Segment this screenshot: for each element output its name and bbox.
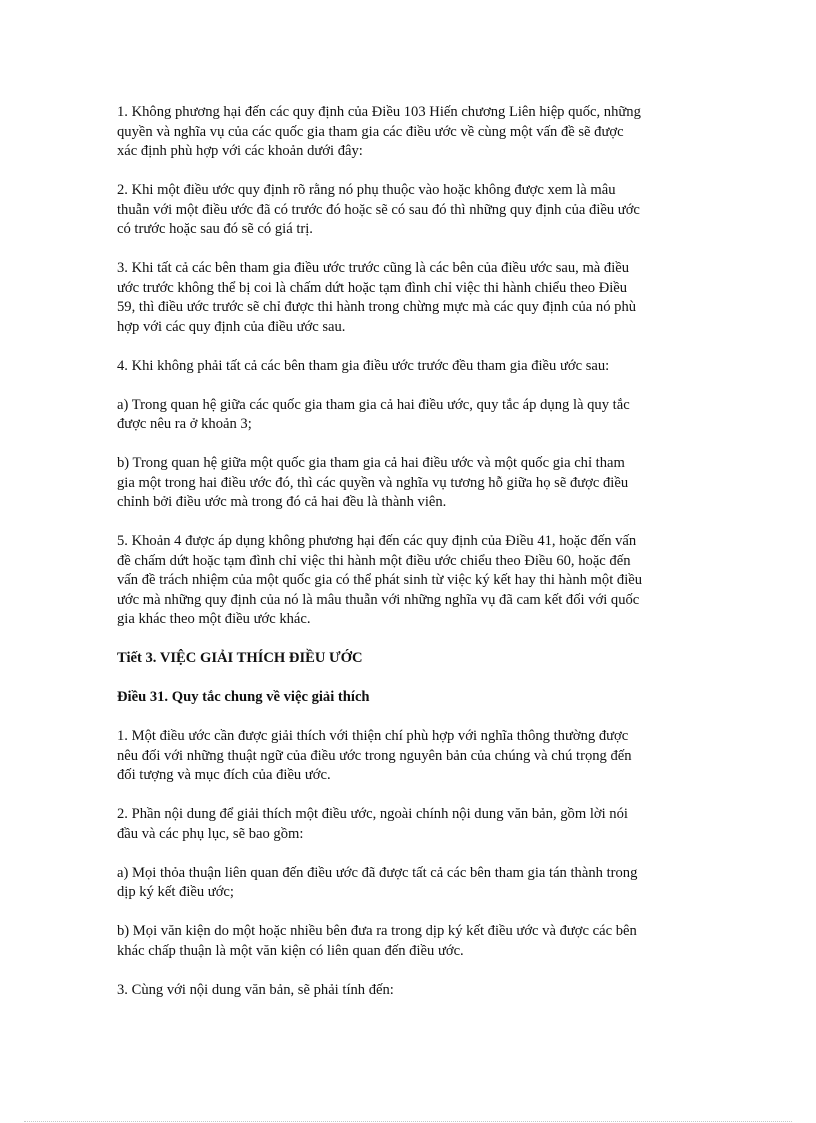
- page-bottom-divider: [24, 1121, 792, 1122]
- paragraph-4a: a) Trong quan hệ giữa các quốc gia tham gia cả hai điều ước, quy tắc áp dụng là quy tắc được nêu ra ở khoản 3;: [117, 396, 630, 432]
- article-heading: Điều 31. Quy tắc chung về việc giải thích: [117, 689, 370, 705]
- document-page: [117, 103, 697, 1020]
- paragraph-1: 1. Không phương hại đến các quy định của Điều 103 Hiến chương Liên hiệp quốc, những quyền và nghĩa vụ của các quốc gia tham gia các điều ước về cùng một vấn đề sẽ được xác định phù hợp với các khoản dưới đây:: [117, 104, 641, 159]
- paragraph-31-2a: a) Mọi thỏa thuận liên quan đến điều ước đã được tất cả các bên tham gia tán thành trong dịp ký kết điều ước;: [117, 864, 638, 900]
- paragraph-5: 5. Khoản 4 được áp dụng không phương hại đến các quy định của Điều 41, hoặc đến vấn đề chấm dứt hoặc tạm đình chỉ việc thi hành một điều ước chiểu theo Điều 60, hoặc đến vấn đề trách nhiệm của một quốc gia có thể phát sinh từ việc ký kết hay thi hành một điều ước mà những quy định của nó là mâu thuẫn với những nghĩa vụ đã cam kết đối với quốc gia khác theo một điều ước khác.: [117, 533, 643, 627]
- paragraph-2: 2. Khi một điều ước quy định rõ rằng nó phụ thuộc vào hoặc không được xem là mâu thuẫn với một điều ước đã có trước đó hoặc sẽ có sau đó thì những quy định của điều ước có trước hoặc sau đó sẽ có giá trị.: [117, 182, 640, 237]
- paragraph-3: 3. Khi tất cả các bên tham gia điều ước trước cũng là các bên của điều ước sau, mà điều ước trước không thể bị coi là chấm dứt hoặc tạm đình chỉ việc thi hành chiểu theo Điều 59, thì điều ước trước sẽ chỉ được thi hành trong chừng mực mà các quy định của nó phù hợp với các quy định của điều ước sau.: [117, 260, 637, 335]
- paragraph-31-2b: b) Mọi văn kiện do một hoặc nhiều bên đưa ra trong dịp ký kết điều ước và được các bên khác chấp thuận là một văn kiện có liên quan đến điều ước.: [117, 923, 637, 959]
- paragraph-4: 4. Khi không phải tất cả các bên tham gia điều ước trước đều tham gia điều ước sau:: [117, 357, 610, 374]
- paragraph-31-3: 3. Cùng với nội dung văn bản, sẽ phải tính đến:: [117, 981, 394, 998]
- paragraph-31-1: 1. Một điều ước cần được giải thích với thiện chí phù hợp với nghĩa thông thường được nêu đối với những thuật ngữ của điều ước trong nguyên bản của chúng và chú trọng đến đối tượng và mục đích của điều ước.: [117, 728, 632, 783]
- paragraph-4b: b) Trong quan hệ giữa một quốc gia tham gia cả hai điều ước và một quốc gia chỉ tham gia một trong hai điều ước đó, thì các quyền và nghĩa vụ tương hỗ giữa họ sẽ được điều chỉnh bởi điều ước mà trong đó cả hai đều là thành viên.: [117, 455, 629, 510]
- paragraph-31-2: 2. Phần nội dung để giải thích một điều ước, ngoài chính nội dung văn bản, gồm lời nói đầu và các phụ lục, sẽ bao gồm:: [117, 806, 628, 842]
- section-heading: Tiết 3. VIỆC GIẢI THÍCH ĐIỀU ƯỚC: [117, 650, 363, 666]
